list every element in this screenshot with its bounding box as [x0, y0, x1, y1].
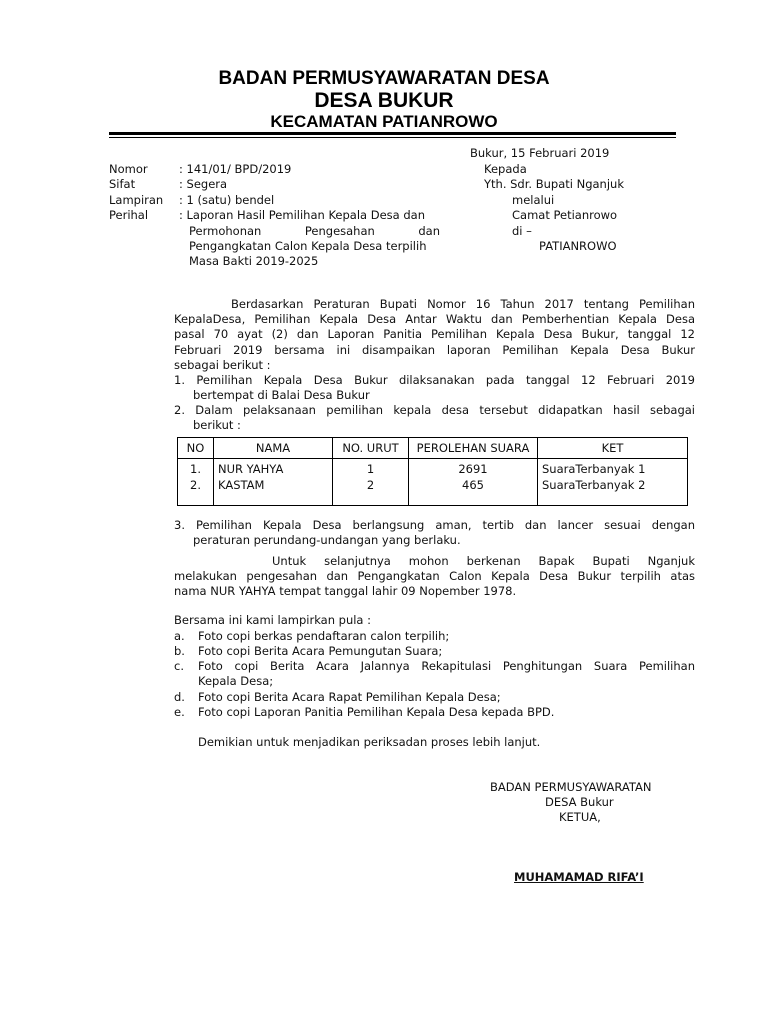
intro-line: sebagai berikut :	[174, 358, 271, 372]
intro-line: pasal 70 ayat (2) dan Laporan Panitia Pemilihan Kepala Desa Bukur, tanggal 12	[174, 327, 695, 341]
intro-line: Februari 2019 bersama ini disampaikan laporan Pemilihan Kepala Desa Bukur	[174, 343, 695, 357]
cell-no: 2.	[178, 477, 214, 493]
attachment-text: Foto copi Berita Acara Rapat Pemilihan Kepala Desa;	[198, 690, 501, 704]
recipient-line: melalui	[512, 193, 555, 207]
letterhead-district: KECAMATAN PATIANROWO	[270, 112, 498, 131]
lampiran-label: Lampiran	[109, 193, 164, 207]
perihal-line: Permohonan Pengesahan dan	[189, 224, 440, 238]
lampiran-value: : 1 (satu) bendel	[179, 193, 275, 207]
attachment-marker: e.	[174, 705, 185, 719]
recipient-line: Kepada	[484, 162, 527, 176]
perihal-line: Pengangkatan Calon Kepala Desa terpilih	[189, 239, 427, 253]
signature-role: KETUA,	[559, 810, 601, 824]
item-2-line: 2. Dalam pelaksanaan pemilihan kepala desa tersebut didapatkan hasil sebagai	[174, 403, 695, 417]
cell-no-urut: 1	[333, 459, 409, 478]
cell-perolehan: 465	[409, 477, 538, 493]
item-1-line: 1. Pemilihan Kepala Desa Bukur dilaksanakan pada tanggal 12 Februari 2019	[174, 373, 695, 387]
perihal-line: Masa Bakti 2019-2025	[189, 254, 319, 268]
nomor-label: Nomor	[109, 162, 148, 176]
letterhead-org: BADAN PERMUSYAWARATAN DESA	[218, 68, 550, 89]
closing-line: melakukan pengesahan dan Pengangkatan Calon Kepala Desa Bukur terpilih atas	[174, 569, 695, 583]
attachment-text: Foto copi Laporan Panitia Pemilihan Kepala Desa kepada BPD.	[198, 705, 555, 719]
letter-date: Bukur, 15 Februari 2019	[470, 146, 610, 160]
intro-line: KepalaDesa, Pemilihan Kepala Desa Antar Waktu dan Pemberhentian Kepala Desa	[174, 312, 695, 326]
attachment-text: Kepala Desa;	[198, 674, 274, 688]
table-header-nama: NAMA	[214, 438, 333, 459]
letterhead-rule-thick	[109, 132, 676, 135]
item-2-line: berikut :	[193, 418, 241, 432]
signature-org-village: DESA Bukur	[545, 795, 614, 809]
attachment-text: Foto copi Berita Acara Pemungutan Suara;	[198, 644, 443, 658]
attachments-intro: Bersama ini kami lampirkan pula :	[174, 613, 372, 627]
attachment-marker: c.	[174, 659, 184, 673]
signature-org: BADAN PERMUSYAWARATAN	[490, 780, 652, 794]
signature-name: MUHAMAMAD RIFA’I	[514, 870, 644, 884]
recipient-line: Yth. Sdr. Bupati Nganjuk	[484, 177, 624, 191]
recipient-line: PATIANROWO	[539, 239, 617, 253]
perihal-line: : Laporan Hasil Pemilihan Kepala Desa dan	[179, 208, 425, 222]
item-3-line: 3. Pemilihan Kepala Desa berlangsung aman, tertib dan lancer sesuai dengan	[174, 518, 695, 532]
perihal-label: Perihal	[109, 208, 149, 222]
table-header-no: NO	[178, 438, 214, 459]
recipient-line: Camat Petianrowo	[512, 208, 618, 222]
attachment-marker: b.	[174, 644, 185, 658]
recipient-line: di –	[512, 224, 532, 238]
cell-perolehan: 2691	[409, 459, 538, 478]
table-header-perolehan: PEROLEHAN SUARA	[409, 438, 538, 459]
final-statement: Demikian untuk menjadikan periksadan proses lebih lanjut.	[198, 735, 541, 749]
intro-line: Berdasarkan Peraturan Bupati Nomor 16 Tahun 2017 tentang Pemilihan	[231, 297, 695, 311]
cell-no-urut: 2	[333, 477, 409, 493]
table-row	[178, 477, 688, 493]
letterhead-village: DESA BUKUR	[314, 89, 454, 112]
attachment-marker: d.	[174, 690, 185, 704]
closing-line: nama NUR YAHYA tempat tanggal lahir 09 Nopember 1978.	[174, 584, 517, 598]
attachment-text: Foto copi Berita Acara Jalannya Rekapitulasi Penghitungan Suara Pemilihan	[198, 659, 695, 673]
item-1-line: bertempat di Balai Desa Bukur	[193, 388, 370, 402]
table-header-row	[178, 438, 688, 459]
nomor-value: : 141/01/ BPD/2019	[179, 162, 292, 176]
table-row	[178, 459, 688, 478]
table-header-no-urut: NO. URUT	[333, 438, 409, 459]
cell-ket: SuaraTerbanyak 2	[538, 477, 688, 493]
cell-no: 1.	[178, 459, 214, 478]
results-table	[177, 437, 688, 506]
attachment-text: Foto copi berkas pendaftaran calon terpilih;	[198, 629, 450, 643]
table-spacer-row	[178, 493, 688, 506]
closing-line: Untuk selanjutnya mohon berkenan Bapak Bupati Nganjuk	[272, 554, 695, 568]
sifat-value: : Segera	[179, 177, 228, 191]
cell-nama: KASTAM	[214, 477, 333, 493]
sifat-label: Sifat	[109, 177, 136, 191]
item-3-line: peraturan perundang-undangan yang berlaku.	[193, 533, 461, 547]
attachment-marker: a.	[174, 629, 185, 643]
cell-nama: NUR YAHYA	[214, 459, 333, 478]
cell-ket: SuaraTerbanyak 1	[538, 459, 688, 478]
table-header-ket: KET	[538, 438, 688, 459]
letterhead-rule-thin	[109, 137, 676, 138]
